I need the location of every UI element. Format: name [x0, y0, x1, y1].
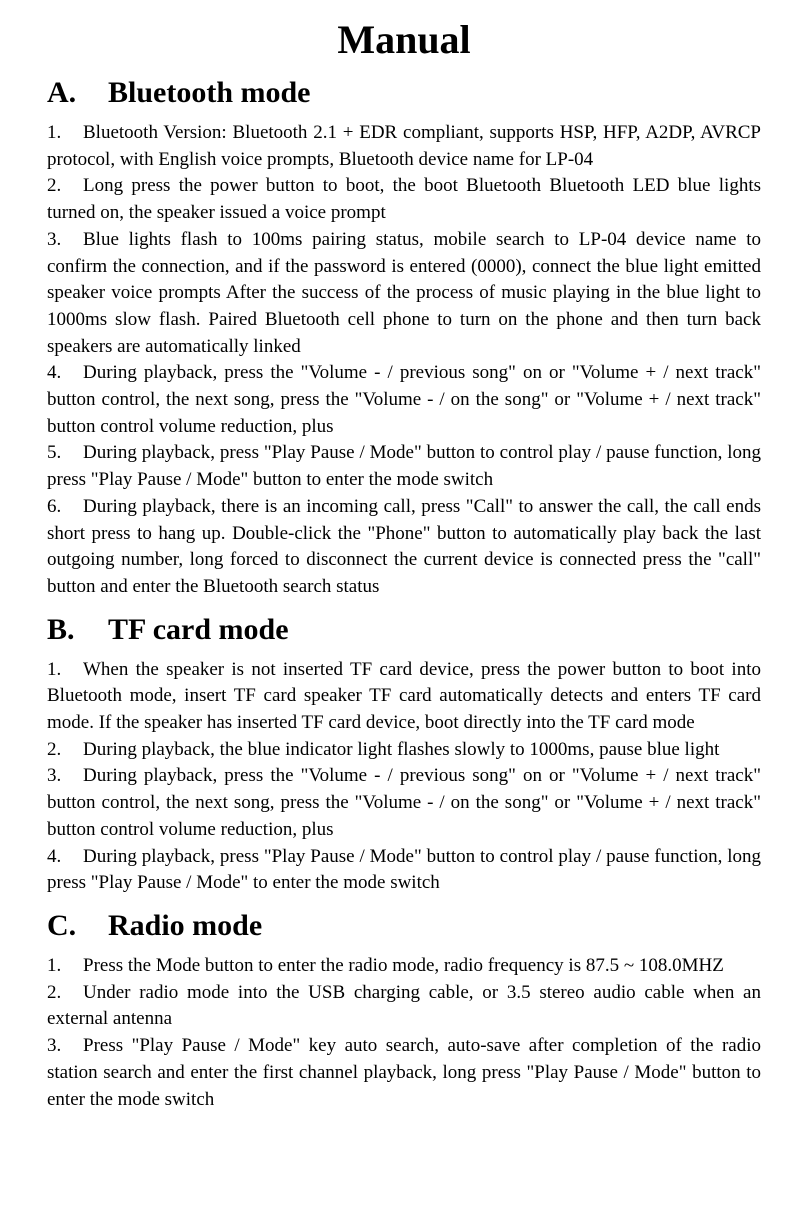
- section-letter: A.: [47, 76, 77, 109]
- section-heading-radio: [47, 909, 761, 943]
- list-item: [47, 844, 761, 897]
- item-text: Press "Play Pause / Mode" key auto search, auto-save after completion of the radio station search and enter the first channel playback, long press "Play Pause / Mode" button to enter the mode switch: [47, 1035, 761, 1110]
- section-letter: B.: [47, 612, 75, 646]
- list-item: [47, 440, 761, 493]
- item-number: 1.: [47, 658, 62, 680]
- list-item: [47, 737, 761, 764]
- item-number: 6.: [47, 495, 62, 517]
- list-item: [47, 360, 761, 440]
- item-text: During playback, there is an incoming call, press "Call" to answer the call, the call ends short press to hang up. Double-click the "Phone" button to automatically play back the last outgoing number, long forced to disconnect the current device is connected press the "call" button and enter the Bluetooth search status: [47, 495, 761, 597]
- item-text: When the speaker is not inserted TF card device, press the power button to boot into Bluetooth mode, insert TF card speaker TF card automatically detects and enters TF card mode. If the speaker has inserted TF card device, boot directly into the TF card mode: [47, 658, 761, 734]
- item-number: 1.: [47, 954, 62, 976]
- item-text: During playback, press the "Volume - / previous song" on or "Volume + / next track" button control, the next song, press the "Volume - / on the song" or "Volume + / next track" button control volume reduction, plus: [47, 362, 761, 437]
- item-number: 1.: [47, 122, 62, 143]
- section-title: Radio mode: [108, 908, 263, 942]
- item-number: 2.: [47, 981, 62, 1003]
- section-title: TF card mode: [108, 612, 289, 646]
- list-item: [47, 980, 761, 1033]
- item-text: During playback, press "Play Pause / Mode" button to control play / pause function, long press "Play Pause / Mode" to enter the mode switch: [47, 845, 761, 894]
- item-text: During playback, press the "Volume - / previous song" on or "Volume + / next track" button control, the next song, press the "Volume - / on the song" or "Volume + / next track" button control volume reduction, plus: [47, 765, 761, 840]
- list-item: [47, 494, 761, 601]
- list-item: [47, 657, 761, 737]
- list-item: [47, 120, 761, 173]
- item-number: 4.: [47, 845, 62, 867]
- item-number: 2.: [47, 738, 62, 760]
- section-items-tf-card: [47, 657, 761, 897]
- section-title: Bluetooth mode: [108, 76, 311, 109]
- item-text: Press the Mode button to enter the radio mode, radio frequency is 87.5 ~ 108.0MHZ: [83, 954, 724, 976]
- item-number: 5.: [47, 442, 62, 464]
- item-number: 3.: [47, 765, 62, 787]
- item-number: 4.: [47, 362, 62, 384]
- list-item: [47, 1033, 761, 1113]
- section-letter: C.: [47, 908, 77, 942]
- item-text: During playback, the blue indicator light flashes slowly to 1000ms, pause blue light: [83, 738, 720, 760]
- item-text: Under radio mode into the USB charging cable, or 3.5 stereo audio cable when an external antenna: [47, 981, 761, 1030]
- item-text: During playback, press "Play Pause / Mode" button to control play / pause function, long press "Play Pause / Mode" button to enter the mode switch: [47, 442, 761, 491]
- item-number: 2.: [47, 175, 62, 197]
- list-item: [47, 173, 761, 226]
- list-item: [47, 953, 761, 980]
- section-items-radio: [47, 953, 761, 1113]
- page-title: Manual: [337, 17, 471, 62]
- item-text: Bluetooth Version: Bluetooth 2.1 + EDR compliant, supports HSP, HFP, A2DP, AVRCP protocol, with English voice prompts, Bluetooth device name for LP-04: [47, 122, 761, 170]
- list-item: [47, 763, 761, 843]
- item-text: Long press the power button to boot, the boot Bluetooth Bluetooth LED blue lights turned on, the speaker issued a voice prompt: [47, 175, 761, 224]
- section-heading-tf-card: [47, 613, 761, 647]
- item-number: 3.: [47, 1035, 62, 1057]
- section-items-bluetooth: [47, 120, 761, 601]
- item-text: Blue lights flash to 100ms pairing status, mobile search to LP-04 device name to confirm the connection, and if the password is entered (0000), connect the blue light emitted speaker voice prompts After the success of the process of music playing in the blue light to 1000ms slow flash. Paired Bluetooth cell phone to turn on the phone and then turn back speakers are automatically linked: [47, 228, 761, 357]
- item-number: 3.: [47, 228, 62, 250]
- list-item: [47, 227, 761, 361]
- section-heading-bluetooth: [47, 76, 761, 110]
